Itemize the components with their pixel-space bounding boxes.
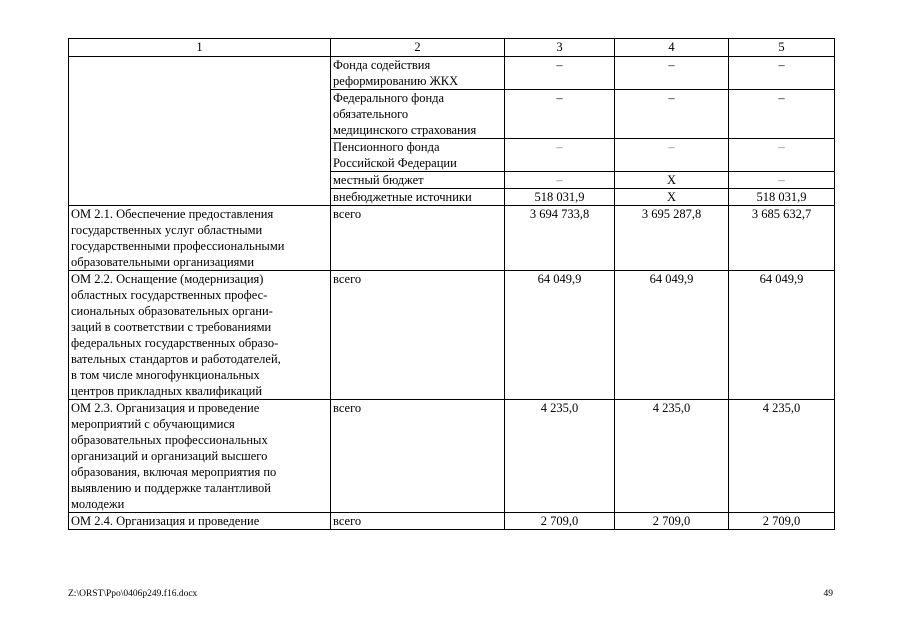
column-number: 5 [729,39,835,57]
funding-type: всего [331,513,505,530]
table-row [69,57,835,90]
value-cell: 64 049,9 [505,271,615,400]
table-row [69,513,835,530]
source-name: Фонда содействия реформированию ЖКХ [331,57,505,90]
funding-type: всего [331,271,505,400]
value-cell: 3 685 632,7 [729,206,835,271]
column-number: 4 [615,39,729,57]
value-cell: – [505,172,615,189]
value-cell: 4 235,0 [729,400,835,513]
value-cell: 4 235,0 [615,400,729,513]
table-row [69,400,835,513]
value-cell: – [615,57,729,90]
value-cell: 2 709,0 [729,513,835,530]
value-cell: 3 694 733,8 [505,206,615,271]
value-cell: 3 695 287,8 [615,206,729,271]
value-cell: 518 031,9 [505,189,615,206]
table-row [69,271,835,400]
measure-title: ОМ 2.4. Организация и проведение [69,513,331,530]
document-path: Z:\ORST\Ppo\0406p249.f16.docx [68,589,198,599]
table-row [69,206,835,271]
measure-title: ОМ 2.1. Обеспечение предоставления государственных услуг областными государственными профессиональными образовательными организациями [69,206,331,271]
value-cell: – [505,90,615,139]
value-cell: – [729,57,835,90]
source-name: внебюджетные источники [331,189,505,206]
value-cell: 64 049,9 [729,271,835,400]
value-cell: 64 049,9 [615,271,729,400]
value-cell: – [505,139,615,172]
value-cell: 2 709,0 [505,513,615,530]
value-cell: – [729,172,835,189]
value-cell: 4 235,0 [505,400,615,513]
measure-title: ОМ 2.3. Организация и проведение мероприятий с обучающимися образовательных профессиональных организаций и организаций высшего образования, включая мероприятия по выявлению и поддержке талантливой молодежи [69,400,331,513]
budget-table [68,38,835,530]
source-name: Федерального фонда обязательного медицинского страхования [331,90,505,139]
value-cell: – [729,139,835,172]
value-cell: Х [615,172,729,189]
column-number: 3 [505,39,615,57]
value-cell: 2 709,0 [615,513,729,530]
column-number: 1 [69,39,331,57]
empty-measure-cell [69,57,331,206]
value-cell: – [615,90,729,139]
value-cell: – [505,57,615,90]
value-cell: – [615,139,729,172]
measure-title: ОМ 2.2. Оснащение (модернизация) областных государственных профес- сиональных образовательных органи- заций в соответствии с требованиями федеральных государственных образо- вательных стандартов и работодателей, в том числе многофункциональных центров прикладных квалификаций [69,271,331,400]
page-number: 49 [823,589,833,599]
column-number: 2 [331,39,505,57]
funding-type: всего [331,206,505,271]
value-cell: Х [615,189,729,206]
value-cell: 518 031,9 [729,189,835,206]
value-cell: – [729,90,835,139]
column-number-row [69,39,835,57]
source-name: местный бюджет [331,172,505,189]
source-name: Пенсионного фонда Российской Федерации [331,139,505,172]
funding-type: всего [331,400,505,513]
